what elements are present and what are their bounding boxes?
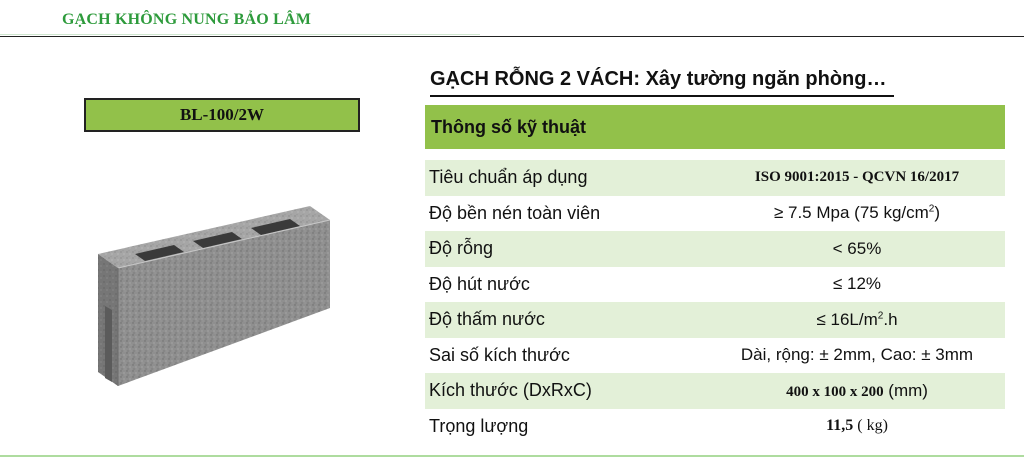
spec-label: Kích thước (DxRxC) xyxy=(429,380,592,401)
spec-row-dimensions xyxy=(425,373,1005,409)
spec-value xyxy=(709,417,1005,435)
spec-value: ISO 9001:2015 - QCVN 16/2017 xyxy=(754,169,960,186)
spec-table xyxy=(425,160,1005,444)
spec-heading xyxy=(425,105,1005,149)
spec-value: Dài, rộng: ± 2mm, Cao: ± 3mm xyxy=(740,345,974,365)
spec-value-tail: ( kg) xyxy=(853,417,888,435)
spec-row-weight xyxy=(425,409,1005,445)
spec-value: ≤ 12% xyxy=(832,274,882,294)
spec-value-tail: (mm) xyxy=(883,380,928,400)
title-underline xyxy=(430,95,894,97)
spec-row-standard xyxy=(425,160,1005,196)
spec-row-porosity xyxy=(425,231,1005,267)
spec-row-tolerance xyxy=(425,338,1005,374)
spec-value-tail: ) xyxy=(934,203,941,223)
spec-label: Độ bền nén toàn viên xyxy=(429,202,601,223)
spec-value xyxy=(709,203,1005,223)
brand-name: GẠCH KHÔNG NUNG BẢO LÂM xyxy=(62,11,312,28)
spec-label: Độ rỗng xyxy=(429,238,494,259)
hollow-block-image xyxy=(78,196,348,392)
spec-label: Trọng lượng xyxy=(429,415,529,436)
spec-value xyxy=(709,381,1005,401)
footer-line xyxy=(0,455,1024,457)
spec-value-main: 400 x 100 x 200 xyxy=(786,383,884,400)
spec-label: Độ thấm nước xyxy=(429,309,545,330)
spec-value: < 65% xyxy=(832,238,882,258)
spec-value-main: 11,5 xyxy=(826,417,854,435)
product-title: GẠCH RỖNG 2 VÁCH: Xây tường ngăn phòng… xyxy=(430,68,887,90)
spec-value-sup: 2 xyxy=(928,203,935,215)
spec-value-tail: .h xyxy=(883,309,898,329)
spec-value-sup: 2 xyxy=(877,310,884,322)
spec-label: Sai số kích thước xyxy=(429,344,570,365)
brand-underline-soft xyxy=(0,34,480,35)
spec-value-main: ≥ 7.5 Mpa (75 kg/cm xyxy=(773,203,929,223)
spec-row-strength xyxy=(425,196,1005,232)
product-code-text: BL-100/2W xyxy=(179,105,265,124)
product-code-badge xyxy=(84,98,360,132)
spec-heading-text: Thông số kỹ thuật xyxy=(431,116,586,137)
header-divider xyxy=(0,36,1024,37)
spec-label: Độ hút nước xyxy=(429,273,530,294)
spec-row-absorption xyxy=(425,267,1005,303)
spec-label: Tiêu chuẩn áp dụng xyxy=(429,167,588,188)
spec-value xyxy=(709,310,1005,330)
spec-value-main: ≤ 16L/m xyxy=(816,309,878,329)
spec-row-permeability xyxy=(425,302,1005,338)
